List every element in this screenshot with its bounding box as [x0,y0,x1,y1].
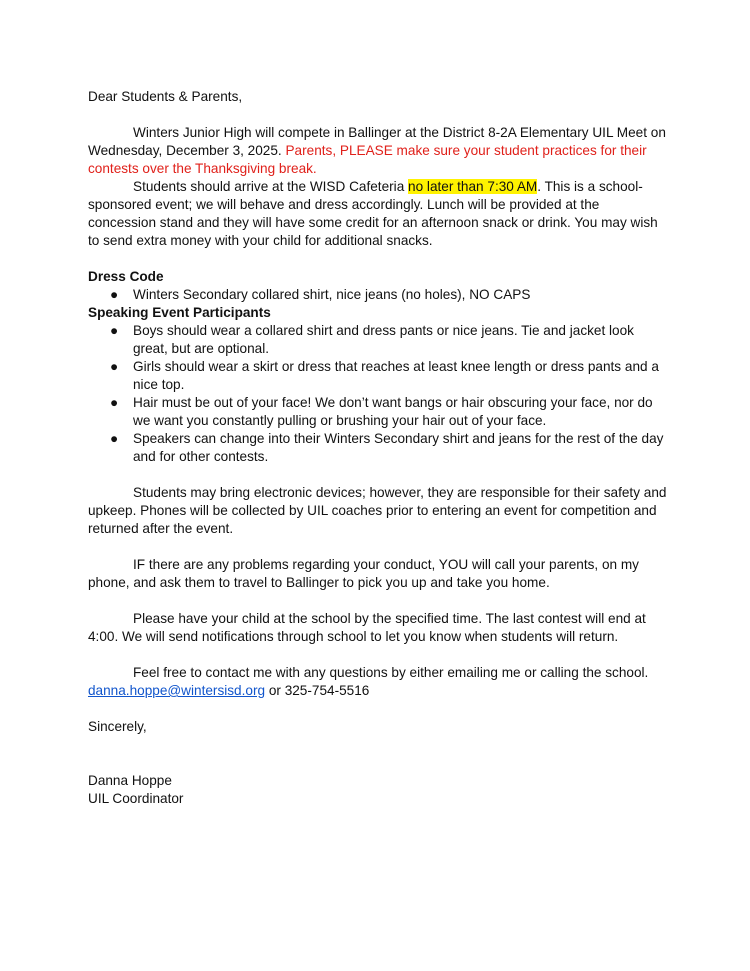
signature-name: Danna Hoppe [88,773,172,788]
bullet-icon: ● [110,287,119,302]
spacer [88,106,668,124]
list-item-text: Boys should wear a collared shirt and dress pants or nice jeans. Tie and jacket look great, but are optional. [133,323,634,356]
spacer [88,538,668,556]
practice-warning-text: Parents, PLEASE make sure your student practices for their contests over the Thanksgiving break. [88,143,647,176]
bullet-icon: ● [110,431,119,446]
bullet-icon: ● [110,323,119,338]
greeting: Dear Students & Parents, [88,89,243,104]
spacer [88,466,668,484]
paragraph-contact: Feel free to contact me with any questions by either emailing me or calling the school. [133,665,649,680]
speaking-list [88,322,668,466]
paragraph-conduct: IF there are any problems regarding your conduct, YOU will call your parents, on my phone, and ask them to travel to Ballinger to pick you up and take you home. [88,557,639,590]
list-item-text: Hair must be out of your face! We don’t want bangs or hair obscuring your face, nor do we want you constantly pulling or brushing your hair out of your face. [133,395,653,428]
list-item [88,394,668,430]
list-item-text: Girls should wear a skirt or dress that reaches at least knee length or dress pants and a nice top. [133,359,659,392]
dress-code-heading: Dress Code [88,269,164,284]
list-item [88,430,668,466]
spacer [88,250,668,268]
spacer [88,646,668,664]
signature-title: UIL Coordinator [88,791,184,806]
letter [88,88,668,808]
contact-connector: or [265,683,285,698]
bullet-icon: ● [110,395,119,410]
paragraph-arrival [88,178,668,250]
meet-info-text: Winters Junior High will compete in Ballinger at the District 8-2A Elementary UIL Meet on Wednesday, December 3, 2025. [88,125,666,158]
paragraph-devices: Students may bring electronic devices; however, they are responsible for their safety and upkeep. Phones will be collected by UIL coaches prior to entering an event for competition and returned after the event. [88,485,667,536]
paragraph-schedule: Please have your child at the school by the specified time. The last contest will end at 4:00. We will send notifications through school to let you know when students will return. [88,611,646,644]
bullet-icon: ● [110,359,119,374]
list-item-text: Speakers can change into their Winters Secondary shirt and jeans for the rest of the day and for other contests. [133,431,664,464]
list-item [88,322,668,358]
paragraph-meet-info [88,124,668,178]
list-item [88,286,668,304]
spacer [88,736,668,754]
arrival-text-after: . This is a school-sponsored event; we will behave and dress accordingly. Lunch will be provided at the concession stand and they will have some credit for an afternoon snack or drink. You may wish to send extra money with your child for additional snacks. [88,179,658,248]
dress-code-list [88,286,668,304]
spacer [88,700,668,718]
closing: Sincerely, [88,719,147,734]
phone-number: 325-754-5516 [284,683,370,698]
spacer [88,754,668,772]
speaking-heading: Speaking Event Participants [88,305,271,320]
spacer [88,592,668,610]
arrival-text-before: Students should arrive at the WISD Cafeteria [133,179,409,194]
arrival-time-highlight: no later than 7:30 AM [408,179,538,194]
list-item [88,358,668,394]
list-item-text: Winters Secondary collared shirt, nice jeans (no holes), NO CAPS [133,287,531,302]
email-link[interactable]: danna.hoppe@wintersisd.org [88,683,266,698]
contact-line [88,682,668,700]
